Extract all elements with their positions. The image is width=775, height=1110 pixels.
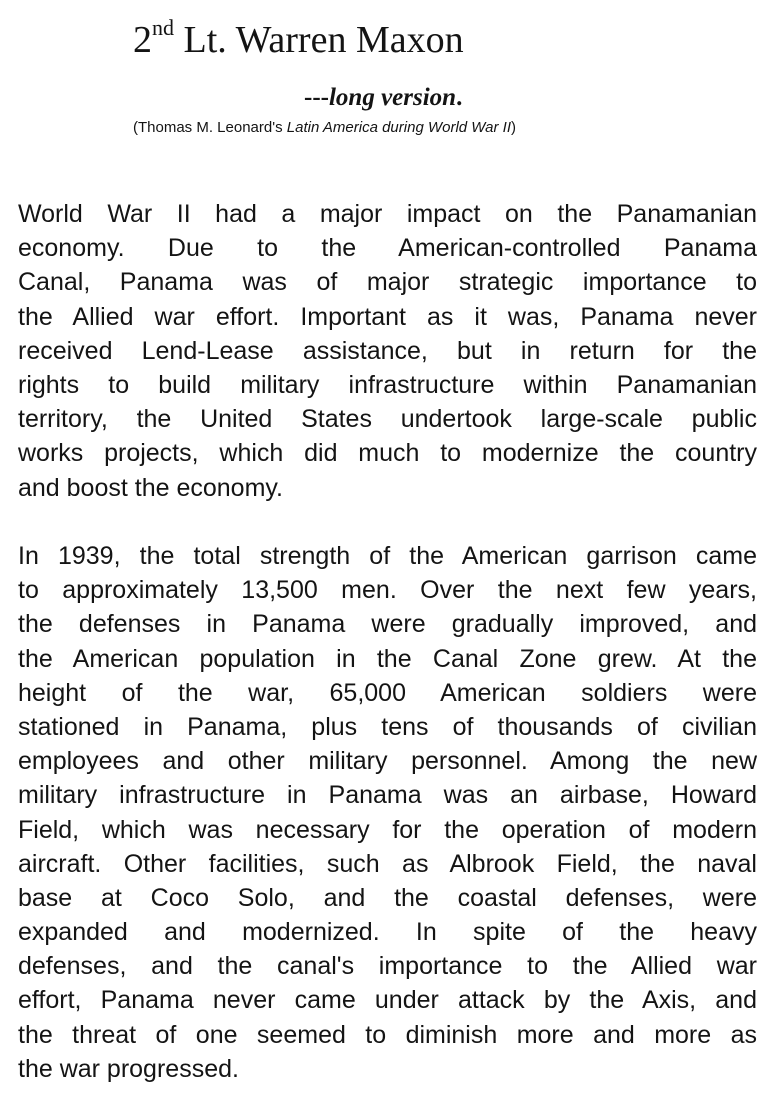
- title-rank-suffix: nd: [152, 15, 174, 40]
- paragraph-line: Canal, Panama was of major strategic importance to: [18, 268, 757, 297]
- paragraph-line: territory, the United States undertook large-scale public: [18, 405, 757, 434]
- source-open: (Thomas M. Leonard's: [133, 119, 287, 136]
- subtitle-dashes: ---: [304, 84, 329, 111]
- paragraph-line: aircraft. Other facilities, such as Albrook Field, the naval: [18, 849, 757, 878]
- subtitle-text: long version: [328, 84, 457, 111]
- paragraph-line: and boost the economy.: [18, 473, 283, 502]
- paragraph-line: Field, which was necessary for the operation of modern: [18, 815, 757, 844]
- paragraph-line: defenses, and the canal's importance to the Allied war: [18, 952, 757, 981]
- paragraph-line: to approximately 13,500 men. Over the next few years,: [18, 576, 757, 605]
- source-book-title: Latin America during World War II: [286, 119, 512, 136]
- paragraph-line: rights to build military infrastructure within Panamanian: [18, 370, 757, 399]
- source-close: ): [511, 119, 517, 136]
- paragraph-line: economy. Due to the American-controlled Panama: [18, 234, 757, 263]
- paragraph-line: the defenses in Panama were gradually improved, and: [18, 610, 757, 639]
- paragraph-line: employees and other military personnel. Among the new: [18, 747, 757, 776]
- page-title: [133, 14, 464, 66]
- paragraph-line: the war progressed.: [18, 1054, 239, 1083]
- paragraph-line: the American population in the Canal Zone grew. At the: [18, 644, 757, 673]
- paragraph-line: height of the war, 65,000 American soldiers were: [18, 678, 757, 707]
- paragraph-line: expanded and modernized. In spite of the heavy: [18, 918, 757, 947]
- title-rank: 2: [133, 19, 152, 61]
- paragraph-line: effort, Panama never came under attack by the Axis, and: [18, 986, 757, 1015]
- paragraph-line: works projects, which did much to modernize the country: [18, 439, 757, 468]
- paragraph-line: received Lend-Lease assistance, but in return for the: [18, 336, 757, 365]
- paragraph-line: the Allied war effort. Important as it was, Panama never: [18, 302, 757, 331]
- title-name: Lt. Warren Maxon: [174, 19, 464, 61]
- paragraph-line: military infrastructure in Panama was an airbase, Howard: [18, 781, 757, 810]
- subtitle: [304, 82, 462, 114]
- subtitle-period: .: [456, 84, 463, 111]
- paragraph-line: base at Coco Solo, and the coastal defenses, were: [18, 883, 757, 912]
- paragraph-line: stationed in Panama, plus tens of thousands of civilian: [18, 712, 757, 741]
- source-citation: [133, 117, 516, 139]
- paragraph-line: World War II had a major impact on the Panamanian: [18, 200, 757, 228]
- paragraph-1: [18, 197, 757, 505]
- paragraph-line: In 1939, the total strength of the American garrison came: [18, 542, 757, 570]
- paragraph-2: [18, 539, 757, 1086]
- paragraph-line: the threat of one seemed to diminish more and more as: [18, 1020, 757, 1049]
